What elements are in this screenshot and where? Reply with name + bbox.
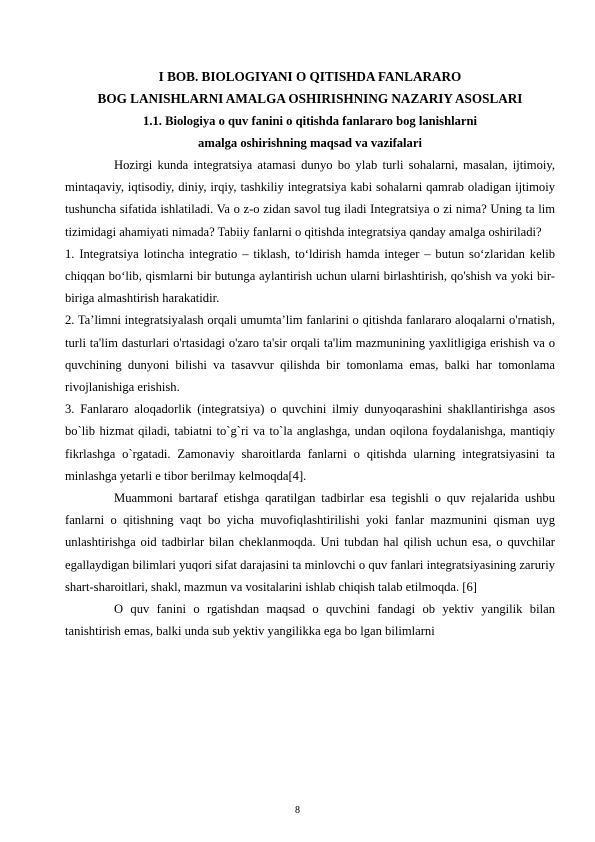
paragraph-goal: O quv fanini o rgatishdan maqsad o quvchini fandagi ob yektiv yangilik bilan tanishtirish emas, balki unda sub yektiv yangilikka ega bo lgan bilimlarni xyxy=(65,602,555,639)
paragraph-item-3: 3. Fanlararo aloqadorlik (integratsiya) o quvchini ilmiy dunyoqarashini shakllantirishga asos bo`lib hizmat qiladi, tabiatni to`g`ri va to`la anglashga, undan oqilona foydalanishga, mantiqiy fikrlashga o`rgatadi. Zamonaviy sharoitlarda fanlarni o qitishda ularning integratsiyasini ta minlashga yetarli e tibor berilmay kelmoqda[4]. xyxy=(65,402,555,483)
section-title-line-1: 1.1. Biologiya o quv fanini o qitishda fanlararo bog lanishlarni xyxy=(143,114,477,128)
paragraph-item-2: 2. Ta’limni integratsiyalash orqali umumta’lim fanlarini o qitishda fanlararo aloqalarni o'rnatish, turli ta'lim dasturlari o'rtasidagi o'zaro ta'sir orqali ta'lim mazmunining yaxlitligiga erishish va o quvchining dunyoni bilishi va tasavvur qilishda bir tomonlama emas, balki har tomonlama rivojlanishiga erishish. xyxy=(65,313,555,395)
chapter-title-line-2: BOG LANISHLARNI AMALGA OSHIRISHNING NAZARIY ASOSLARI xyxy=(97,91,523,106)
paragraph-intro: Hozirgi kunda integratsiya atamasi dunyo bo ylab turli sohalarni, masalan, ijtimoiy, mintaqaviy, iqtisodiy, diniy, irqiy, tashkiliy integratsiya kabi sohalarni qamrab oladigan ijtimoiy tushuncha sifatida ishlatiladi. Va o z-o zidan savol tug iladi Integratsiya o zi nima? Uning ta lim tizimidagi ahamiyati nimada? Tabiiy fanlarni o qitishda integratsiya qanday amalga oshiriladi? xyxy=(65,158,555,239)
paragraph-problem: Muammoni bartaraf etishga qaratilgan tadbirlar esa tegishli o quv rejalarida ushbu fanlarni o qitishning vaqt bo yicha muvofiqlashtirilishi yoki fanlar mazmunini qisman uyg unlashtirishga oid tadbirlar bilan cheklanmoqda. Uni tubdan hal qilish uchun esa, o quvchilar egallaydigan bilimlari yuqori sifat darajasini ta minlovchi o quv fanlari integratsiyasining zaruriy shart-sharoitlari, shakl, mazmun va vositalarini ishlab chiqish talab etilmoqda. [6] xyxy=(65,491,555,594)
paragraph-item-1: 1. Integratsiya lotincha integratio – tiklash, to‘ldirish hamda integer – butun so‘zlaridan kelib chiqqan bo‘lib, qismlarni bir butunga aylantirish uchun ularni birlashtirish, qo'shish va yoki bir-biriga almashtirish harakatidir. xyxy=(65,246,555,306)
page-content xyxy=(65,64,555,642)
section-title-line-2: amalga oshirishning maqsad va vazifalari xyxy=(198,136,422,150)
page-number: 8 xyxy=(295,805,300,816)
chapter-title-line-1: I BOB. BIOLOGIYANI O QITISHDA FANLARARO xyxy=(158,69,462,84)
